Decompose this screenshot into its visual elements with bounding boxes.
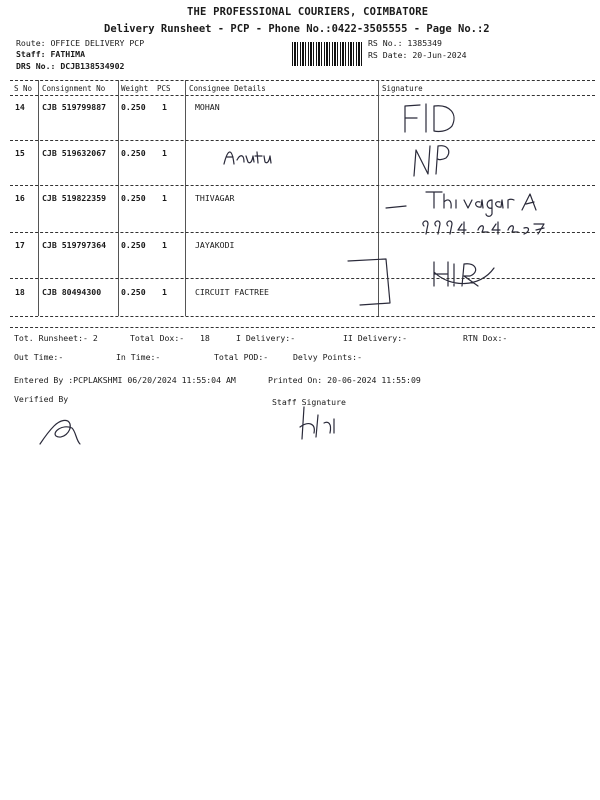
row-sno: 16 [15,193,25,203]
rs-date: RS Date: 20-Jun-2024 [368,50,467,60]
entered-by: Entered By :PCPLAKSHMI 06/20/2024 11:55:04 AM [14,375,236,385]
col-rule-3 [185,80,186,316]
barcode [292,42,364,66]
row14-signature [400,100,470,140]
total-dox-value: 18 [200,333,210,343]
staff-label: Staff: FATHIMA [16,49,86,59]
col-rule-2 [118,80,119,316]
row-weight: 0.250 [121,240,146,250]
out-time-label: Out Time:- [14,352,64,362]
row-divider [10,278,595,279]
delvy-points-label: Delvy Points:- [293,352,363,362]
row-consignment: CJB 80494300 [42,287,102,297]
table-bottom-divider [10,316,595,317]
row16-signature [384,188,554,238]
total-dox-label: Total Dox:- [130,333,185,343]
col-header-consignment: Consignment No [42,84,106,93]
printed-on: Printed On: 20-06-2024 11:55:09 [268,375,421,385]
rs-number: RS No.: 1385349 [368,38,442,48]
row17-bracket-mark [340,253,400,313]
col-header-weight: Weight [121,84,149,93]
row-divider [10,232,595,233]
runsheet-subtitle: Delivery Runsheet - PCP - Phone No.:0422-3505555 - Page No.:2 [104,23,490,35]
row-sno: 15 [15,148,25,158]
col-header-pcs: PCS [157,84,171,93]
row-weight: 0.250 [121,287,146,297]
rtn-dox-label: RTN Dox:- [463,333,508,343]
row-consignee: MOHAN [195,102,220,112]
in-time-label: In Time:- [116,352,161,362]
tot-runsheet: Tot. Runsheet:- 2 [14,333,98,343]
summary-divider [10,327,595,328]
drs-number: DRS No.: DCJB138534902 [16,61,125,71]
row-pcs: 1 [162,193,167,203]
i-delivery-label: I Delivery:- [236,333,296,343]
row-pcs: 1 [162,148,167,158]
ii-delivery-label: II Delivery:- [343,333,408,343]
verified-by-label: Verified By [14,394,69,404]
header-top-divider [10,80,595,81]
col-header-sno: S No [14,84,33,93]
col-header-signature: Signature [382,84,423,93]
row-divider [10,185,595,186]
row-weight: 0.250 [121,148,146,158]
header-bottom-divider [10,95,595,96]
staff-signature-label: Staff Signature [272,397,346,407]
row15-signature [408,140,458,180]
row-pcs: 1 [162,102,167,112]
row15-handwritten-consignee [222,144,282,170]
row-consignment: CJB 519797364 [42,240,107,250]
row-consignment: CJB 519632067 [42,148,107,158]
row-consignee: THIVAGAR [195,193,235,203]
verified-by-signature [36,410,86,450]
col-header-consignee: Consignee Details [189,84,266,93]
row-sno: 17 [15,240,25,250]
col-rule-1 [38,80,39,316]
row-pcs: 1 [162,287,167,297]
row-weight: 0.250 [121,193,146,203]
total-pod-label: Total POD:- [214,352,269,362]
row-consignment: CJB 519822359 [42,193,107,203]
row-pcs: 1 [162,240,167,250]
row-sno: 14 [15,102,25,112]
row-consignee: JAYAKODI [195,240,235,250]
row-consignment: CJB 519799887 [42,102,107,112]
row17-signature [430,258,500,292]
staff-signature-mark [294,403,344,443]
route-label: Route: OFFICE DELIVERY PCP [16,38,145,48]
row-consignee: CIRCUIT FACTREE [195,287,269,297]
row-weight: 0.250 [121,102,146,112]
row-divider [10,140,595,141]
company-title: THE PROFESSIONAL COURIERS, COIMBATORE [187,6,429,18]
row-sno: 18 [15,287,25,297]
